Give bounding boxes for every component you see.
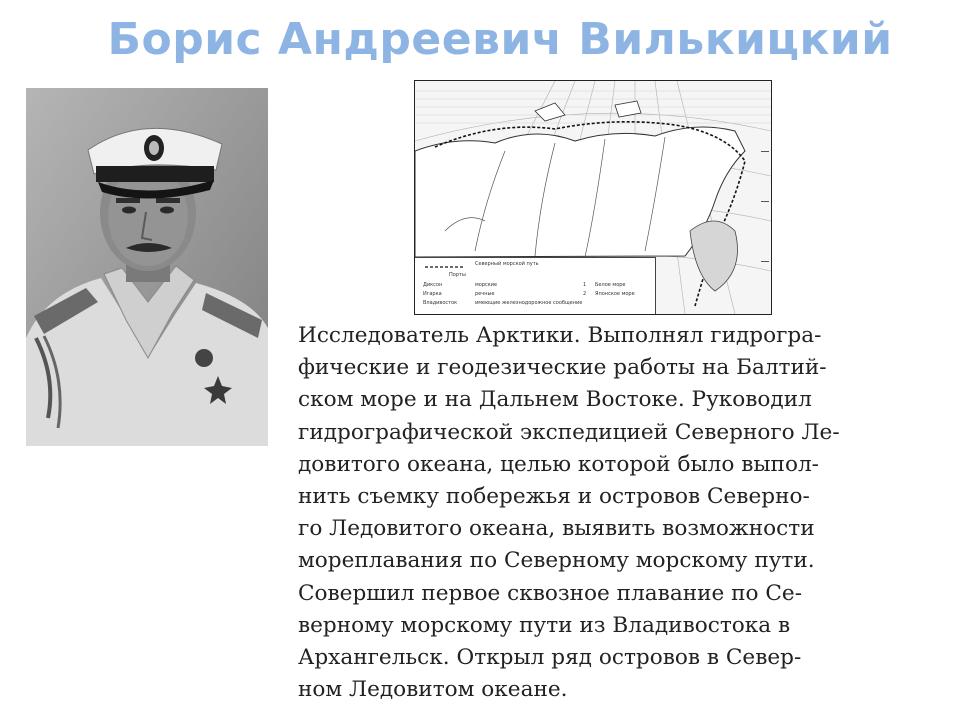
portrait-photo	[26, 88, 268, 446]
biography-line: нить съемку побережья и островов Северно-	[298, 484, 810, 510]
biography-line: го Ледовитого океана, выявить возможности	[298, 516, 815, 542]
legend-num-1: 1	[583, 282, 587, 288]
map-legend	[415, 257, 656, 315]
legend-port-marine: Диксон	[423, 282, 443, 288]
arctic-route-map	[414, 80, 772, 315]
biography-line: гидрографической экспедицией Северного Ле-	[298, 419, 840, 445]
page-title: Борис Андреевич Вилькицкий	[107, 14, 893, 65]
biography-line: Архангельск. Открыл ряд островов в Север-	[298, 645, 802, 671]
biography-line: ном Ледовитом океане.	[298, 677, 568, 703]
biography-line: довитого океана, целью которой было выпол-	[298, 451, 819, 477]
legend-japan-sea: Японское море	[595, 291, 635, 297]
biography-line: мореплавания по Северному морскому пути.	[298, 548, 815, 574]
legend-port-rail-desc: имеющие железнодорожное сообщение	[475, 300, 583, 306]
legend-port-river: Игарка	[423, 291, 442, 297]
biography-line: ском море и на Дальнем Востоке. Руководил	[298, 387, 812, 413]
legend-port-river-desc: речные	[475, 291, 495, 297]
legend-white-sea: Белое море	[595, 282, 626, 288]
legend-num-2: 2	[583, 291, 587, 297]
biography-line: фические и геодезические работы на Балтий-	[298, 355, 827, 381]
biography-line: Исследователь Арктики. Выполнял гидрогра-	[298, 323, 822, 348]
legend-port-rail: Владивосток	[423, 300, 458, 306]
biography-line: верному морскому пути из Владивостока в	[298, 612, 791, 638]
legend-route: Северный морской путь	[475, 261, 539, 267]
biography-text	[298, 320, 948, 706]
legend-ports: Порты	[449, 272, 466, 278]
biography-line: Совершил первое сквозное плавание по Се-	[298, 580, 802, 606]
legend-port-marine-desc: морские	[475, 282, 498, 288]
